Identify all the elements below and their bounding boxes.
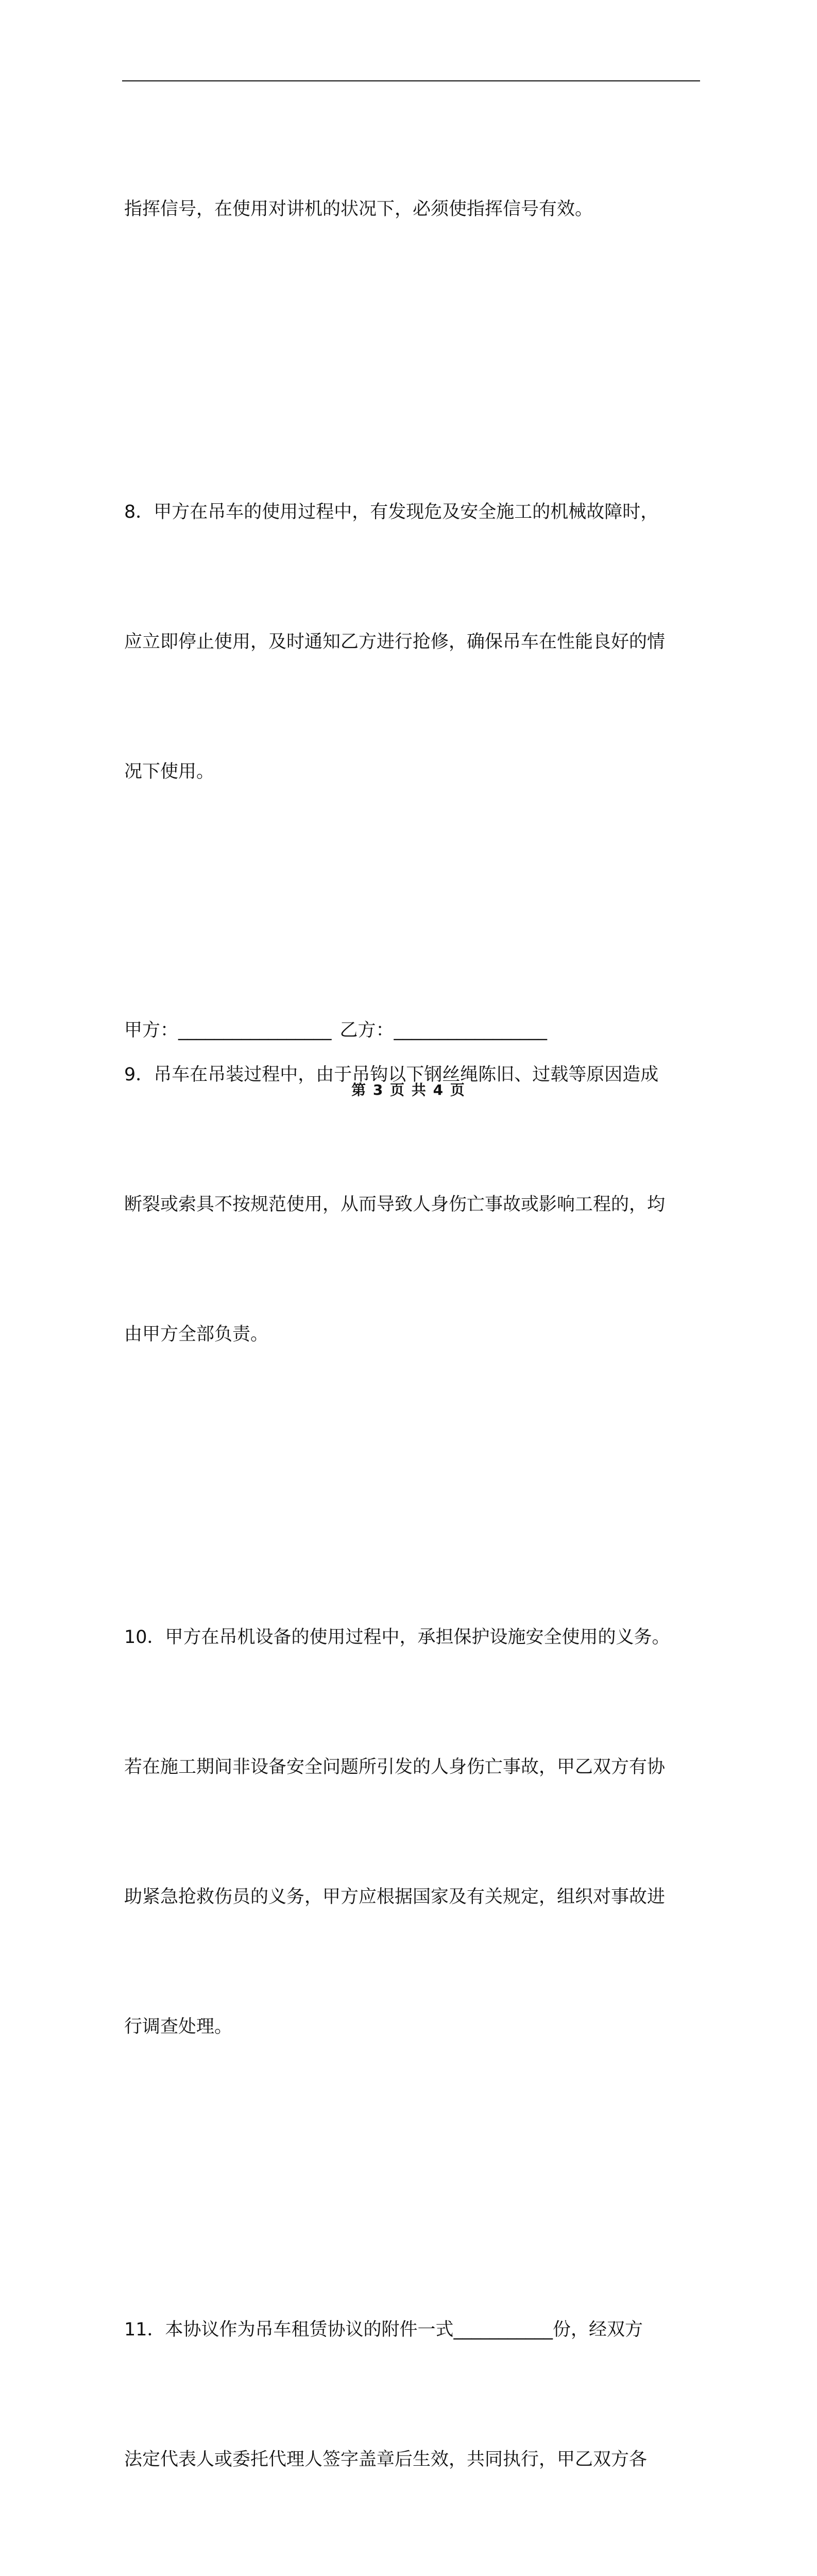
signature-row xyxy=(124,1009,547,1052)
party-a-label: 甲方： xyxy=(124,1020,179,1041)
document-body xyxy=(124,101,701,2576)
party-a-signature-blank: _________________ xyxy=(178,1020,332,1041)
party-b-label: 乙方： xyxy=(339,1020,394,1041)
paragraph-continuation xyxy=(124,101,701,317)
paragraph-line: 断裂或索具不按规范使用，从而导致人身伤亡事故或影响工程的，均 xyxy=(124,1194,666,1215)
paragraph-line: 由甲方全部负责。 xyxy=(124,1324,269,1345)
page-number: 第 3 页 共 4 页 xyxy=(351,1081,466,1098)
paragraph-line xyxy=(124,2568,701,2576)
paragraph-line: 9．吊车在吊装过程中，由于吊钩以下钢丝绳陈旧、过载等原因造成 xyxy=(124,1064,659,1085)
paragraph-line: 法定代表人或委托代理人签字盖章后生效，共同执行，甲乙双方各 xyxy=(124,2449,648,2470)
paragraph-line: 8．甲方在吊车的使用过程中，有发现危及安全施工的机械故障时， xyxy=(124,502,659,522)
header-rule xyxy=(122,80,700,81)
clause-10 xyxy=(124,1529,701,2135)
paragraph-line: 指挥信号，在使用对讲机的状况下，必须使指挥信号有效。 xyxy=(124,199,593,219)
clause-8 xyxy=(124,404,701,880)
party-b-signature-blank: _________________ xyxy=(394,1020,548,1041)
paragraph-line: 应立即停止使用，及时通知乙方进行抢修，确保吊车在性能良好的情 xyxy=(124,632,666,652)
paragraph-line: 10．甲方在吊机设备的使用过程中，承担保护设施安全使用的义务。 xyxy=(124,1627,670,1648)
paragraph-line: 11．本协议作为吊车租赁协议的附件一式___________份，经双方 xyxy=(124,2319,643,2340)
paragraph-line: 行调查处理。 xyxy=(124,2016,233,2037)
paragraph-line: 助紧急抢救伤员的义务，甲方应根据国家及有关规定，组织对事故进 xyxy=(124,1887,666,1907)
paragraph-line: 况下使用。 xyxy=(124,761,215,782)
clause-11 xyxy=(124,2222,701,2576)
paragraph-line: 若在施工期间非设备安全问题所引发的人身伤亡事故，甲乙双方有协 xyxy=(124,1757,666,1777)
